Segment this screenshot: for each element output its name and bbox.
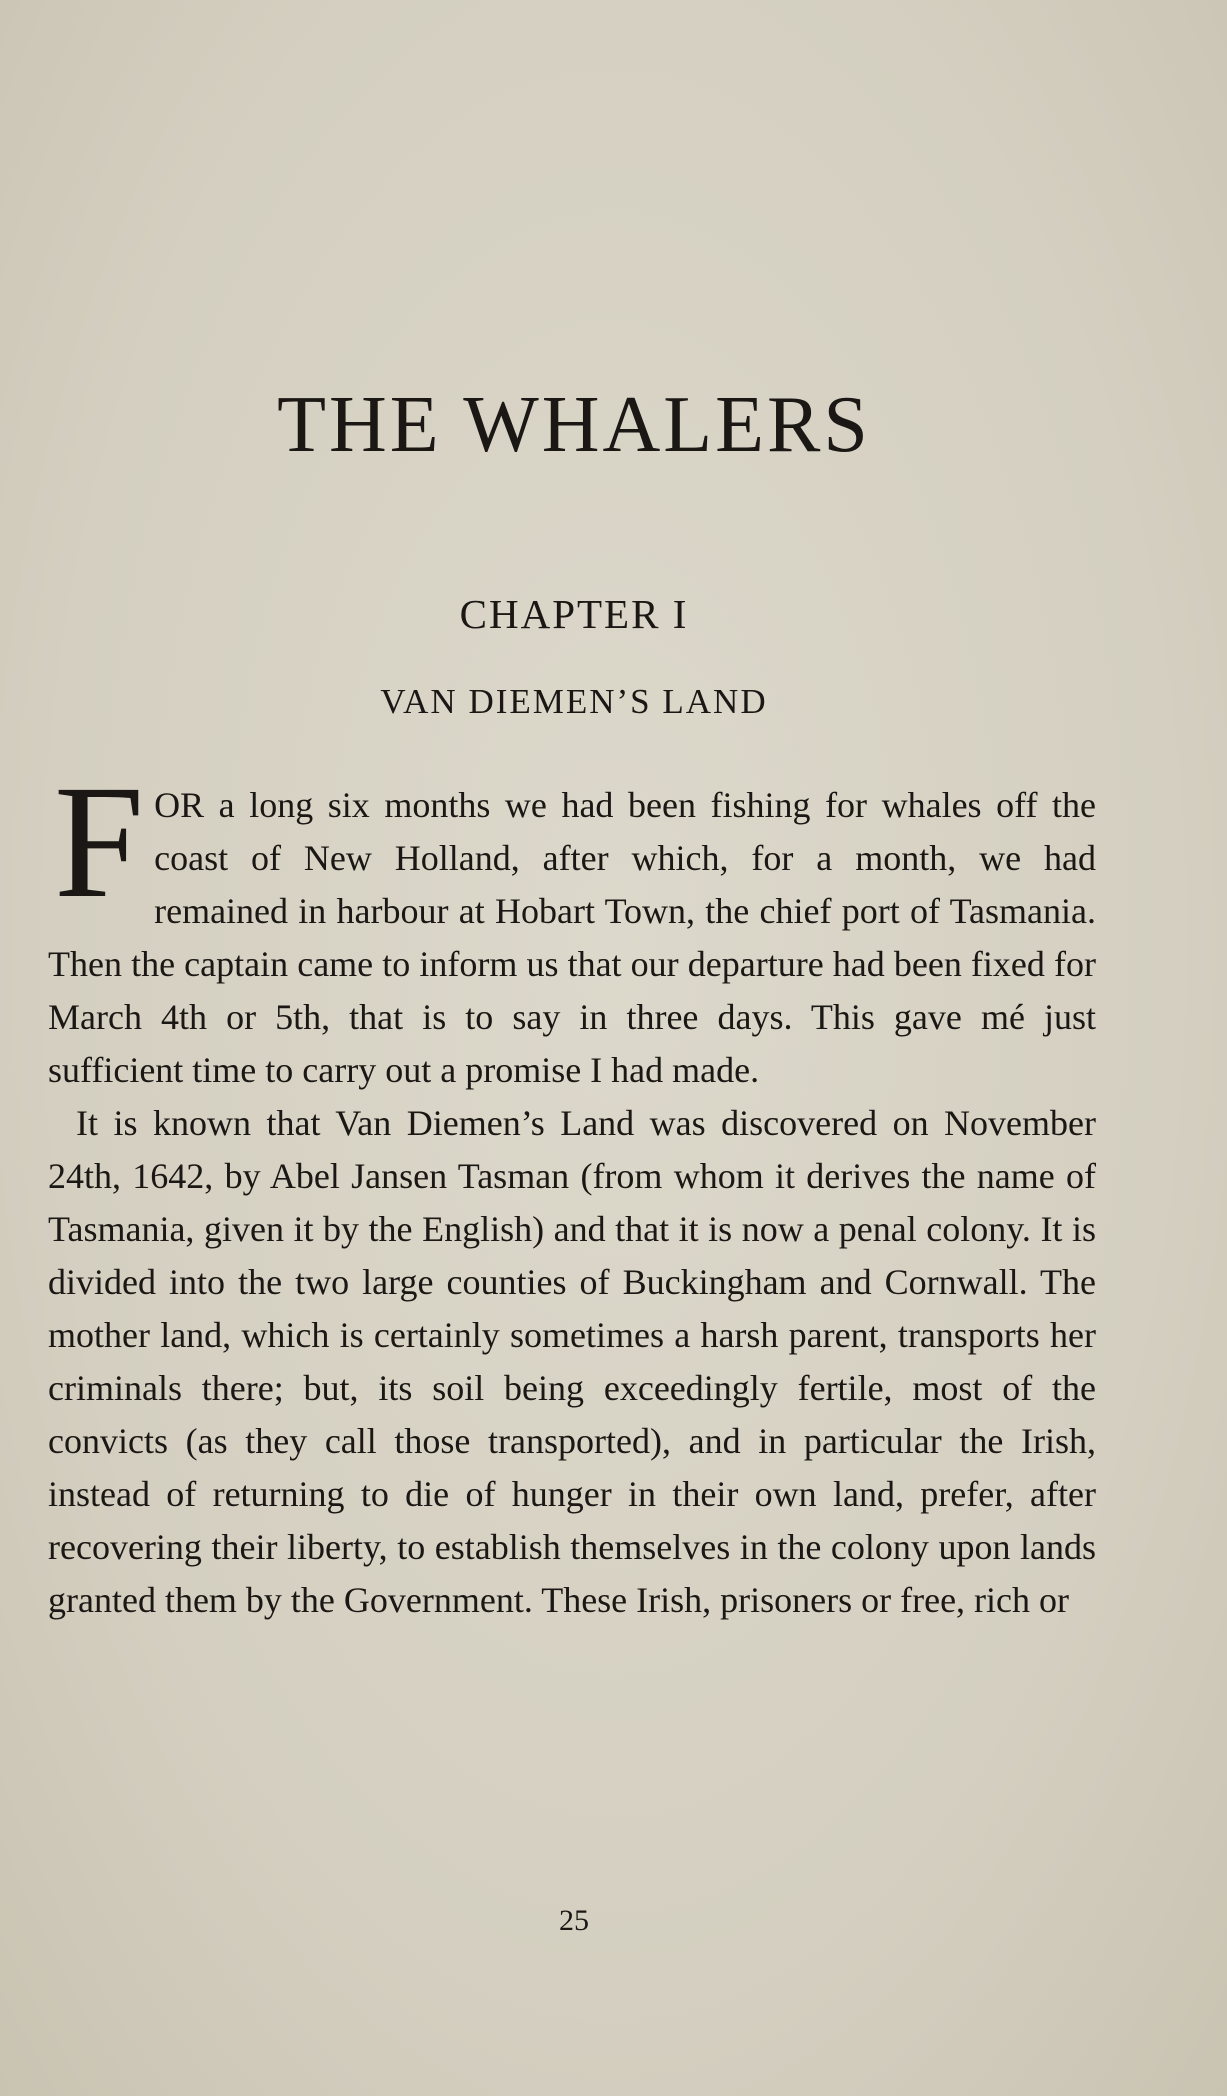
page-number: 25 bbox=[559, 1904, 589, 1937]
chapter-heading: CHAPTER I bbox=[459, 591, 689, 637]
book-title: THE WHALERS bbox=[277, 381, 871, 469]
paragraph-1 bbox=[48, 753, 1096, 1097]
paragraph-2: It is known that Van Diemen’s Land was discovered on November 24th, 1642, by Abel Jansen Tasman (from whom it derives the name of Tasmania, given it by the English) and that it is now a penal colony. It is divided into the two large counties of Buckingham and Cornwall. The mother land, which is certainly sometimes a harsh parent, transports her criminals there; but, its soil being exceedingly fertile, most of the convicts (as they call those transported), and in particular the Irish, instead of returning to die of hunger in their own land, prefer, after recovering their liberty, to establish themselves in the colony upon lands granted them by the Government. These Irish, prisoners or free, rich or bbox=[48, 1103, 1096, 1620]
drop-cap: F bbox=[54, 753, 145, 932]
body-text bbox=[48, 753, 1096, 1627]
chapter-title: VAN DIEMEN’S LAND bbox=[380, 682, 768, 721]
paragraph-1-text: OR a long six months we had been fishing for whales off the coast of New Holland, after which, for a month, we had remained in harbour at Hobart Town, the chief port of Tasmania. Then the captain came to inform us that our departure had been fixed for March 4th or 5th, that is to say in three days. This gave mé just sufficient time to carry out a promise I had made. bbox=[48, 785, 1096, 1090]
